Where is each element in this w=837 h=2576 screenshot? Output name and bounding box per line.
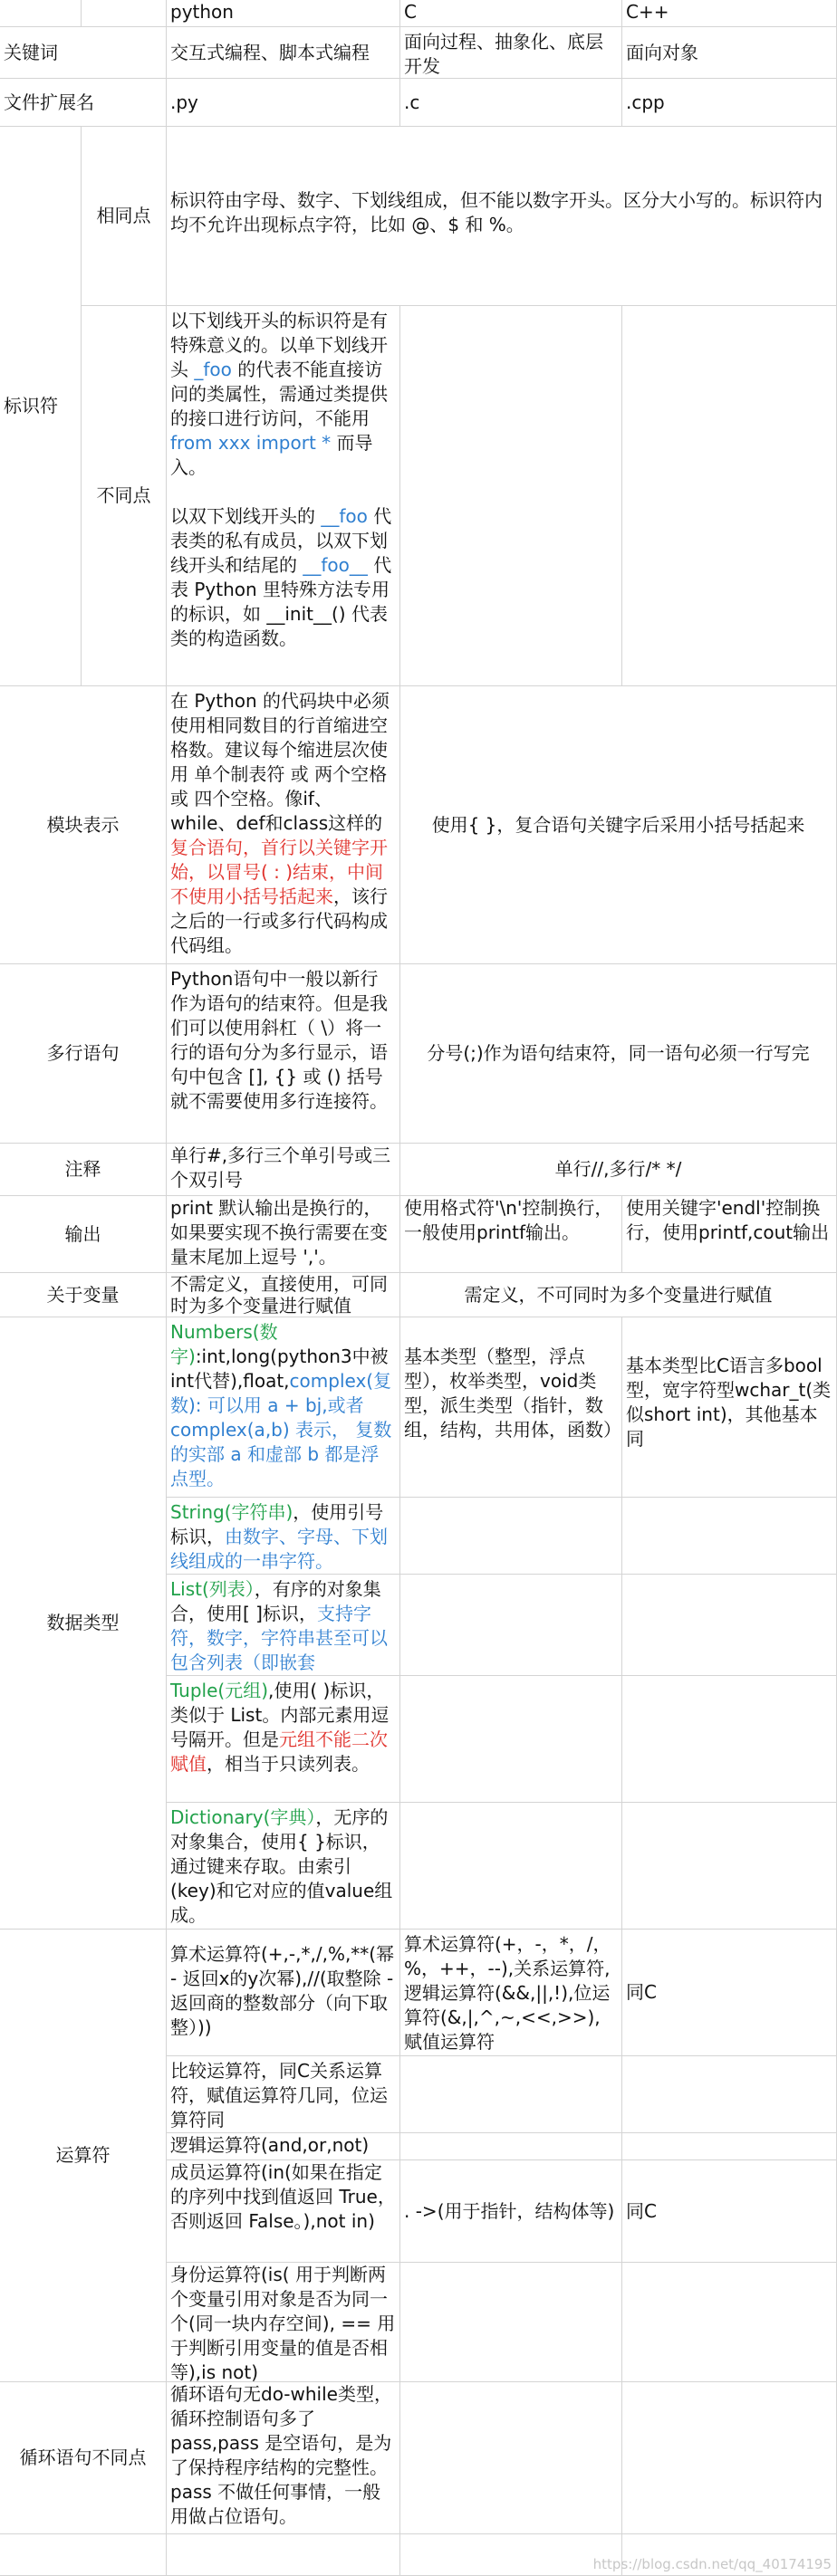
datatype-string-cpp[interactable] (622, 1498, 837, 1575)
text-run: ，该行之后的一行或多行代码构成代码组。 (170, 886, 388, 956)
identifier-same-label[interactable]: 相同点 (82, 127, 167, 306)
keywords-label[interactable]: 关键词 (0, 27, 167, 79)
keywords-python[interactable]: 交互式编程、脚本式编程 (167, 27, 400, 79)
watermark: https://blog.csdn.net/qq_40174195 (592, 2556, 832, 2572)
string-type-name: String(字符串) (170, 1501, 293, 1523)
operator-member-cpp[interactable]: 同C (622, 2160, 837, 2263)
datatype-label[interactable]: 数据类型 (0, 1317, 167, 1930)
dict-type-name: Dictionary(字典） (170, 1806, 316, 1828)
header-c[interactable]: C (400, 0, 622, 27)
operator-arith[interactable]: 算术运算符(+,-,*,/,%,**(幂 - 返回x的y次幂),//(取整除 - 返回商的整数部分（向下取整）)) (167, 1930, 400, 2056)
variable-label[interactable]: 关于变量 (0, 1273, 167, 1317)
paragraph-gap (170, 480, 396, 504)
text-run: ,使用( )标识，类似于 List。内部元素用逗号隔开。但是 (170, 1680, 390, 1750)
string-note: 由数字、字母、下划线组成的一串字符。 (170, 1526, 388, 1572)
output-python[interactable]: print 默认输出是换行的，如果要实现不换行需要在变量末尾加上逗号 ','。 (167, 1196, 400, 1273)
variable-c-cpp[interactable]: 需定义，不可同时为多个变量进行赋值 (400, 1273, 837, 1317)
datatype-tuple[interactable] (167, 1676, 400, 1803)
operator-compare[interactable]: 比较运算符，同C关系运算符，赋值运算符几同，位运算符同 (167, 2056, 400, 2133)
header-blank-cell[interactable] (0, 0, 82, 27)
list-note: 支持字符，数字，字符串甚至可以包含列表（即嵌套 (170, 1603, 388, 1673)
multiline-python[interactable]: Python语句中一般以新行作为语句的结束符。但是我们可以使用斜杠（ \）将一行的语句分为多行显示，语句中包含 [], {} 或 () 括号就不需要使用多行连接符。 (167, 964, 400, 1144)
variable-python[interactable]: 不需定义，直接使用，可同时为多个变量进行赋值 (167, 1273, 400, 1317)
datatype-dict-c[interactable] (400, 1803, 622, 1930)
identifier-diff-label[interactable]: 不同点 (82, 306, 167, 686)
operator-compare-cpp[interactable] (622, 2056, 837, 2133)
text-run: 以下划线开头的标识符是有特殊意义的。以单下划线开头 (170, 310, 388, 380)
operator-compare-c[interactable] (400, 2056, 622, 2133)
identifier-diff-paragraph-1 (170, 309, 396, 480)
text-run: 在 Python 的代码块中必须使用相同数目的行首缩进空格数。建议每个缩进层次使用 单个制表符 或 两个空格 或 四个空格。像if、while、def和class这样的 (170, 690, 390, 834)
datatype-tuple-c[interactable] (400, 1676, 622, 1803)
empty-cell[interactable] (0, 2534, 167, 2576)
operator-logic[interactable]: 逻辑运算符(and,or,not) (167, 2133, 400, 2160)
datatype-list-c[interactable] (400, 1575, 622, 1676)
loop-cpp[interactable] (622, 2382, 837, 2534)
text-run: ，无序的对象集合，使用{ }标识，通过键来存取。由索引(key)和它对应的值value组成。 (170, 1806, 393, 1926)
datatype-dict[interactable] (167, 1803, 400, 1930)
text-run: 代表 Python 里特殊方法专用的标识，如 __init__() 代表类的构造函数。 (170, 554, 392, 649)
loop-python[interactable]: 循环语句无do-while类型，循环控制语句多了pass,pass 是空语句，是为了保持程序结构的完整性。pass 不做任何事情，一般用做占位语句。 (167, 2382, 400, 2534)
block-python[interactable] (167, 686, 400, 964)
text-run: :int,long(python3中被int代替),float, (170, 1345, 389, 1392)
identifier-diff-cpp[interactable] (622, 306, 837, 686)
identifier-diff-python[interactable] (167, 306, 400, 686)
list-type-name: List(列表） (170, 1578, 255, 1600)
numbers-type-name: Numbers(数字) (170, 1321, 278, 1367)
ext-python[interactable]: .py (167, 79, 400, 127)
single-underscore-example: _foo (194, 359, 232, 380)
comment-label[interactable]: 注释 (0, 1144, 167, 1196)
text-run: 代表类的私有成员，以双下划线开头和结尾的 (170, 505, 392, 576)
datatype-numbers-cpp[interactable]: 基本类型比C语言多bool型，宽字符型wchar_t(类似short int)，其他基本同 (622, 1317, 837, 1498)
dunder-example: __foo__ (303, 554, 368, 576)
keywords-c[interactable]: 面向过程、抽象化、底层开发 (400, 27, 622, 79)
multiline-label[interactable]: 多行语句 (0, 964, 167, 1144)
header-blank-cell-2[interactable] (82, 0, 167, 27)
multiline-c-cpp[interactable]: 分号(;)作为语句结束符，同一语句必须一行写完 (400, 964, 837, 1144)
keywords-cpp[interactable]: 面向对象 (622, 27, 837, 79)
operator-member-c[interactable]: . ->(用于指针，结构体等) (400, 2160, 622, 2263)
datatype-list-cpp[interactable] (622, 1575, 837, 1676)
loop-c[interactable] (400, 2382, 622, 2534)
complex-number-note: complex(复数): 可以用 a + bj,或者 complex(a,b) 表示， 复数的实部 a 和虚部 b 都是浮点型。 (170, 1370, 392, 1489)
comment-python[interactable]: 单行#,多行三个单引号或三个双引号 (167, 1144, 400, 1196)
header-python[interactable]: python (167, 0, 400, 27)
identifier-label[interactable]: 标识符 (0, 127, 82, 686)
datatype-string[interactable] (167, 1498, 400, 1575)
text-run: ，有序的对象集合，使用[ ]标识， (170, 1578, 381, 1624)
text-run: 的代表不能直接访问的类属性，需通过类提供的接口进行访问，不能用 (170, 359, 388, 429)
operator-arith-c[interactable]: 算术运算符(+，-，*，/，%，++，--),关系运算符,逻辑运算符(&&,||,!),位运算符(&,|,^,~,<<,>>),赋值运算符 (400, 1930, 622, 2056)
tuple-type-name: Tuple(元组) (170, 1680, 269, 1701)
output-c[interactable]: 使用格式符'\n'控制换行，一般使用printf输出。 (400, 1196, 622, 1273)
datatype-numbers-c[interactable]: 基本类型（整型，浮点型），枚举类型，void类型，派生类型（指针，数组，结构，共用体，函数） (400, 1317, 622, 1498)
identifier-diff-paragraph-2 (170, 504, 396, 651)
datatype-tuple-cpp[interactable] (622, 1676, 837, 1803)
tuple-immutable-note: 元组不能二次赋值 (170, 1729, 388, 1775)
output-cpp[interactable]: 使用关键字'endl'控制换行，使用printf,cout输出 (622, 1196, 837, 1273)
empty-cell[interactable] (167, 2534, 400, 2576)
import-star-example: from xxx import * (170, 432, 332, 454)
text-run: 而导入。 (170, 432, 373, 478)
compound-statement-note: 复合语句，首行以关键字开始，以冒号( : )结束，中间不使用小括号括起来 (170, 837, 388, 907)
operator-identity-cpp[interactable] (622, 2263, 837, 2382)
block-c-cpp[interactable]: 使用{ }，复合语句关键字后采用小括号括起来 (400, 686, 837, 964)
datatype-dict-cpp[interactable] (622, 1803, 837, 1930)
identifier-diff-c[interactable] (400, 306, 622, 686)
operator-identity-c[interactable] (400, 2263, 622, 2382)
empty-cell[interactable] (400, 2534, 622, 2576)
header-cpp[interactable]: C++ (622, 0, 837, 27)
text-run: ，使用引号标识， (170, 1501, 384, 1547)
operator-logic-cpp[interactable] (622, 2133, 837, 2160)
comment-c-cpp[interactable]: 单行//,多行/* */ (400, 1144, 837, 1196)
operator-member[interactable]: 成员运算符(in(如果在指定的序列中找到值返回 True，否则返回 False。),not in) (167, 2160, 400, 2263)
operator-arith-cpp[interactable]: 同C (622, 1930, 837, 2056)
text-run: ，相当于只读列表。 (207, 1753, 370, 1775)
operator-logic-c[interactable] (400, 2133, 622, 2160)
loop-label[interactable]: 循环语句不同点 (0, 2382, 167, 2534)
ext-cpp[interactable]: .cpp (622, 79, 837, 127)
datatype-string-c[interactable] (400, 1498, 622, 1575)
text-run: 以双下划线开头的 (170, 505, 322, 527)
datatype-numbers[interactable] (167, 1317, 400, 1498)
identifier-same-text[interactable]: 标识符由字母、数字、下划线组成，但不能以数字开头。区分大小写的。标识符内均不允许出现标点字符，比如 @、$ 和 %。 (167, 127, 837, 306)
ext-c[interactable]: .c (400, 79, 622, 127)
output-label[interactable]: 输出 (0, 1196, 167, 1273)
double-underscore-example: __foo (321, 505, 368, 527)
operator-label[interactable]: 运算符 (0, 1930, 167, 2382)
operator-identity[interactable]: 身份运算符(is( 用于判断两个变量引用对象是否为同一个(同一块内存空间), == 用于判断引用变量的值是否相等),is not) (167, 2263, 400, 2382)
block-label[interactable]: 模块表示 (0, 686, 167, 964)
datatype-list[interactable] (167, 1575, 400, 1676)
ext-label[interactable]: 文件扩展名 (0, 79, 167, 127)
